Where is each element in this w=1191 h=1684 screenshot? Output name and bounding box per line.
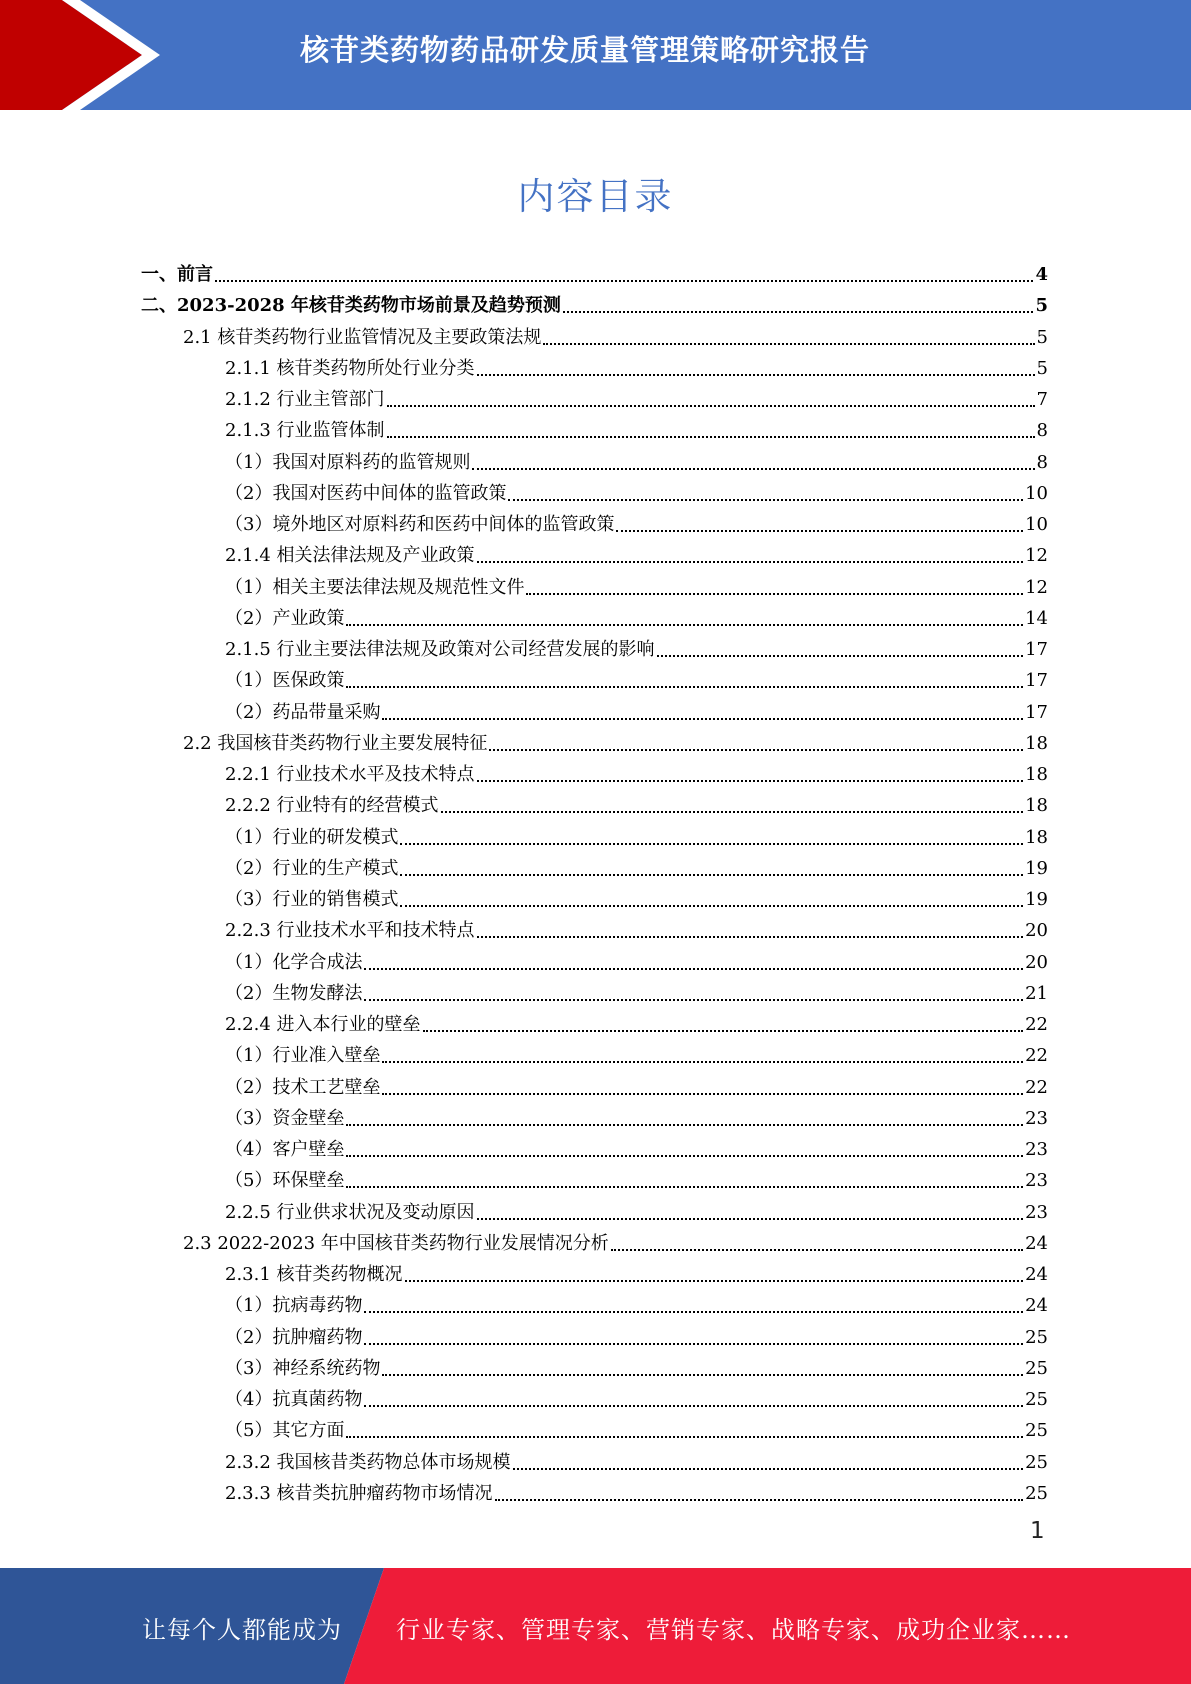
toc-leader-dots — [400, 873, 1023, 876]
toc-entry-title: （5）其它方面 — [225, 1420, 345, 1441]
toc-entry-page: 22 — [1025, 1045, 1048, 1066]
toc-entry-page: 20 — [1025, 952, 1048, 973]
toc-entry-page: 19 — [1025, 889, 1048, 910]
toc-entry-title: （2）技术工艺壁垒 — [225, 1077, 381, 1098]
toc-entry-title: （2）产业政策 — [225, 608, 345, 629]
toc-entry-page: 12 — [1025, 545, 1048, 566]
toc-entry-title: 二、2023-2028 年核苷类药物市场前景及趋势预测 — [141, 295, 561, 316]
toc-entry-title: 2.1.3 行业监管体制 — [225, 420, 385, 441]
toc-entry[interactable] — [141, 255, 1048, 286]
toc-entry-title: （2）行业的生产模式 — [225, 858, 399, 879]
toc-entry-title: （1）相关主要法律法规及规范性文件 — [225, 577, 525, 598]
toc-entry[interactable] — [225, 443, 1048, 474]
toc-entry-page: 22 — [1025, 1077, 1048, 1098]
toc-entry[interactable] — [225, 880, 1048, 911]
toc-entry[interactable] — [225, 505, 1048, 536]
toc-entry-title: 2.3 2022-2023 年中国核苷类药物行业发展情况分析 — [183, 1233, 609, 1254]
toc-entry-page: 24 — [1025, 1233, 1048, 1254]
toc-entry[interactable] — [225, 911, 1048, 942]
toc-leader-dots — [477, 779, 1024, 782]
toc-entry-page: 23 — [1025, 1170, 1048, 1191]
toc-entry-title: 2.2.1 行业技术水平及技术特点 — [225, 764, 475, 785]
toc-entry-title: 一、前言 — [141, 264, 213, 285]
toc-entry-page: 23 — [1025, 1202, 1048, 1223]
page-footer — [0, 1568, 1191, 1684]
toc-entry[interactable] — [225, 849, 1048, 880]
toc-entry-page: 5 — [1036, 327, 1048, 348]
toc-leader-dots — [405, 1279, 1024, 1282]
toc-entry[interactable] — [225, 1193, 1048, 1224]
toc-entry-title: （1）行业的研发模式 — [225, 827, 399, 848]
toc-entry-title: （2）我国对医药中间体的监管政策 — [225, 483, 507, 504]
toc-entry-page: 5 — [1035, 295, 1048, 316]
toc-entry-page: 22 — [1025, 1014, 1048, 1035]
toc-entry-page: 25 — [1025, 1452, 1048, 1473]
toc-entry[interactable] — [183, 318, 1048, 349]
toc-entry-title: 2.1.4 相关法律法规及产业政策 — [225, 545, 475, 566]
toc-leader-dots — [616, 529, 1023, 532]
toc-entry-page: 8 — [1036, 452, 1048, 473]
toc-entry[interactable] — [225, 786, 1048, 817]
toc-entry-page: 18 — [1025, 733, 1048, 754]
toc-entry-page: 25 — [1025, 1389, 1048, 1410]
toc-leader-dots — [364, 998, 1023, 1001]
toc-entry-page: 5 — [1036, 358, 1048, 379]
toc-entry[interactable] — [225, 1411, 1048, 1442]
toc-leader-dots — [364, 1310, 1023, 1313]
toc-leader-dots — [364, 1404, 1023, 1407]
toc-entry-title: （1）行业准入壁垒 — [225, 1045, 381, 1066]
toc-leader-dots — [477, 1217, 1024, 1220]
toc-entry[interactable] — [225, 630, 1048, 661]
toc-entry-page: 10 — [1025, 483, 1048, 504]
toc-entry-page: 25 — [1025, 1358, 1048, 1379]
toc-entry[interactable] — [225, 1068, 1048, 1099]
toc-entry[interactable] — [183, 1224, 1048, 1255]
toc-entry-title: 2.1.1 核苷类药物所处行业分类 — [225, 358, 475, 379]
toc-entry-title: （4）抗真菌药物 — [225, 1389, 363, 1410]
toc-entry-title: 2.1.5 行业主要法律法规及政策对公司经营发展的影响 — [225, 639, 655, 660]
page-header — [0, 0, 1191, 110]
toc-entry-page: 14 — [1025, 608, 1048, 629]
toc-entry[interactable] — [225, 380, 1048, 411]
toc-entry-title: （3）行业的销售模式 — [225, 889, 399, 910]
toc-leader-dots — [346, 685, 1023, 688]
toc-leader-dots — [400, 904, 1023, 907]
toc-leader-dots — [382, 1373, 1023, 1376]
toc-entry[interactable] — [225, 1474, 1048, 1505]
toc-entry-page: 23 — [1025, 1108, 1048, 1129]
toc-entry[interactable] — [225, 1161, 1048, 1192]
toc-leader-dots — [382, 717, 1023, 720]
toc-entry-page: 24 — [1025, 1264, 1048, 1285]
toc-leader-dots — [526, 592, 1023, 595]
toc-entry[interactable] — [225, 1349, 1048, 1380]
toc-leader-dots — [423, 1029, 1024, 1032]
toc-entry-title: （2）药品带量采购 — [225, 702, 381, 723]
footer-slogan-right: 行业专家、管理专家、营销专家、战略专家、成功企业家…… — [396, 1616, 1071, 1644]
toc-entry-title: （4）客户壁垒 — [225, 1139, 345, 1160]
toc-entry-page: 20 — [1025, 920, 1048, 941]
toc-entry-title: 2.2 我国核苷类药物行业主要发展特征 — [183, 733, 488, 754]
toc-entry-page: 17 — [1025, 639, 1048, 660]
toc-entry-title: （2）抗肿瘤药物 — [225, 1327, 363, 1348]
toc-leader-dots — [387, 404, 1035, 407]
toc-entry[interactable] — [225, 1036, 1048, 1067]
toc-entry-title: （1）抗病毒药物 — [225, 1295, 363, 1316]
toc-entry[interactable] — [225, 1380, 1048, 1411]
toc-entry[interactable] — [225, 1005, 1048, 1036]
toc-entry-title: （1）医保政策 — [225, 670, 345, 691]
toc-leader-dots — [513, 1467, 1024, 1470]
toc-entry-title: 2.3.2 我国核昔类药物总体市场规模 — [225, 1452, 511, 1473]
toc-leader-dots — [611, 1248, 1023, 1251]
toc-leader-dots — [382, 1092, 1023, 1095]
toc-entry[interactable] — [225, 536, 1048, 567]
toc-entry-title: 2.3.1 核苷类药物概况 — [225, 1264, 403, 1285]
toc-entry[interactable] — [225, 1255, 1048, 1286]
toc-entry-page: 10 — [1025, 514, 1048, 535]
toc-entry[interactable] — [225, 1130, 1048, 1161]
toc-entry[interactable] — [225, 599, 1048, 630]
toc-leader-dots — [387, 435, 1035, 438]
toc-leader-dots — [543, 342, 1034, 345]
toc-entry-title: 2.2.3 行业技术水平和技术特点 — [225, 920, 475, 941]
toc-leader-dots — [346, 1123, 1023, 1126]
toc-leader-dots — [495, 1498, 1024, 1501]
toc-entry-page: 7 — [1036, 389, 1048, 410]
toc-leader-dots — [477, 560, 1024, 563]
toc-entry[interactable] — [225, 1099, 1048, 1130]
toc-entry[interactable] — [225, 349, 1048, 380]
toc-entry-title: 2.2.4 进入本行业的壁垒 — [225, 1014, 421, 1035]
toc-entry-title: 2.1 核苷类药物行业监管情况及主要政策法规 — [183, 327, 542, 348]
toc-entry[interactable] — [225, 943, 1048, 974]
toc-entry-title: （1）化学合成法 — [225, 952, 363, 973]
toc-entry-page: 25 — [1025, 1420, 1048, 1441]
toc-leader-dots — [489, 748, 1023, 751]
toc-entry-page: 17 — [1025, 670, 1048, 691]
toc-entry-page: 12 — [1025, 577, 1048, 598]
toc-entry-title: （1）我国对原料药的监管规则 — [225, 452, 471, 473]
toc-entry[interactable] — [225, 818, 1048, 849]
toc-entry-page: 21 — [1025, 983, 1048, 1004]
toc-entry[interactable] — [225, 474, 1048, 505]
toc-leader-dots — [382, 1060, 1023, 1063]
toc-entry-title: （2）生物发酵法 — [225, 983, 363, 1004]
toc-entry-page: 23 — [1025, 1139, 1048, 1160]
toc-entry[interactable] — [225, 1318, 1048, 1349]
toc-entry-title: （3）境外地区对原料药和医药中间体的监管政策 — [225, 514, 615, 535]
toc-leader-dots — [364, 1342, 1023, 1345]
toc-entry[interactable] — [225, 1443, 1048, 1474]
toc-leader-dots — [346, 1154, 1023, 1157]
toc-entry-title: 2.1.2 行业主管部门 — [225, 389, 385, 410]
toc-entry-page: 8 — [1036, 420, 1048, 441]
toc-leader-dots — [477, 373, 1035, 376]
toc-entry-page: 19 — [1025, 858, 1048, 879]
toc-entry-page: 18 — [1025, 795, 1048, 816]
toc-entry[interactable] — [225, 1286, 1048, 1317]
toc-entry[interactable] — [225, 568, 1048, 599]
toc-leader-dots — [364, 967, 1023, 970]
toc-heading: 内容目录 — [517, 175, 674, 218]
toc-entry[interactable] — [225, 411, 1048, 442]
toc-entry[interactable] — [225, 693, 1048, 724]
toc-entry-title: 2.3.3 核昔类抗肿瘤药物市场情况 — [225, 1483, 493, 1504]
footer-slogan-left: 让每个人都能成为 — [142, 1616, 342, 1644]
toc-leader-dots — [346, 1435, 1023, 1438]
toc-entry-page: 25 — [1025, 1327, 1048, 1348]
toc-leader-dots — [508, 498, 1023, 501]
toc-entry[interactable] — [225, 974, 1048, 1005]
toc-leader-dots — [400, 842, 1023, 845]
toc-leader-dots — [477, 935, 1024, 938]
toc-entry-title: （3）资金壁垒 — [225, 1108, 345, 1129]
toc-entry-page: 17 — [1025, 702, 1048, 723]
toc-leader-dots — [563, 310, 1034, 313]
toc-leader-dots — [472, 467, 1034, 470]
toc-entry-page: 24 — [1025, 1295, 1048, 1316]
report-title: 核苷类药物药品研发质量管理策略研究报告 — [300, 33, 871, 67]
toc-entry-title: （5）环保壁垒 — [225, 1170, 345, 1191]
toc-entry-page: 4 — [1035, 264, 1048, 285]
toc-entry-title: （3）神经系统药物 — [225, 1358, 381, 1379]
toc-leader-dots — [657, 654, 1024, 657]
toc-entry[interactable] — [141, 286, 1048, 317]
toc-entry[interactable] — [183, 724, 1048, 755]
toc-leader-dots — [346, 1185, 1023, 1188]
toc-entry[interactable] — [225, 661, 1048, 692]
toc-entry-page: 18 — [1025, 827, 1048, 848]
toc-entry[interactable] — [225, 755, 1048, 786]
toc-leader-dots — [346, 623, 1023, 626]
toc-entry-page: 25 — [1025, 1483, 1048, 1504]
page-number: 1 — [1030, 1518, 1045, 1544]
toc-entry-title: 2.2.5 行业供求状况及变动原因 — [225, 1202, 475, 1223]
toc-entry-title: 2.2.2 行业特有的经营模式 — [225, 795, 439, 816]
toc-leader-dots — [215, 279, 1033, 282]
toc-entry-page: 18 — [1025, 764, 1048, 785]
toc-leader-dots — [441, 810, 1024, 813]
